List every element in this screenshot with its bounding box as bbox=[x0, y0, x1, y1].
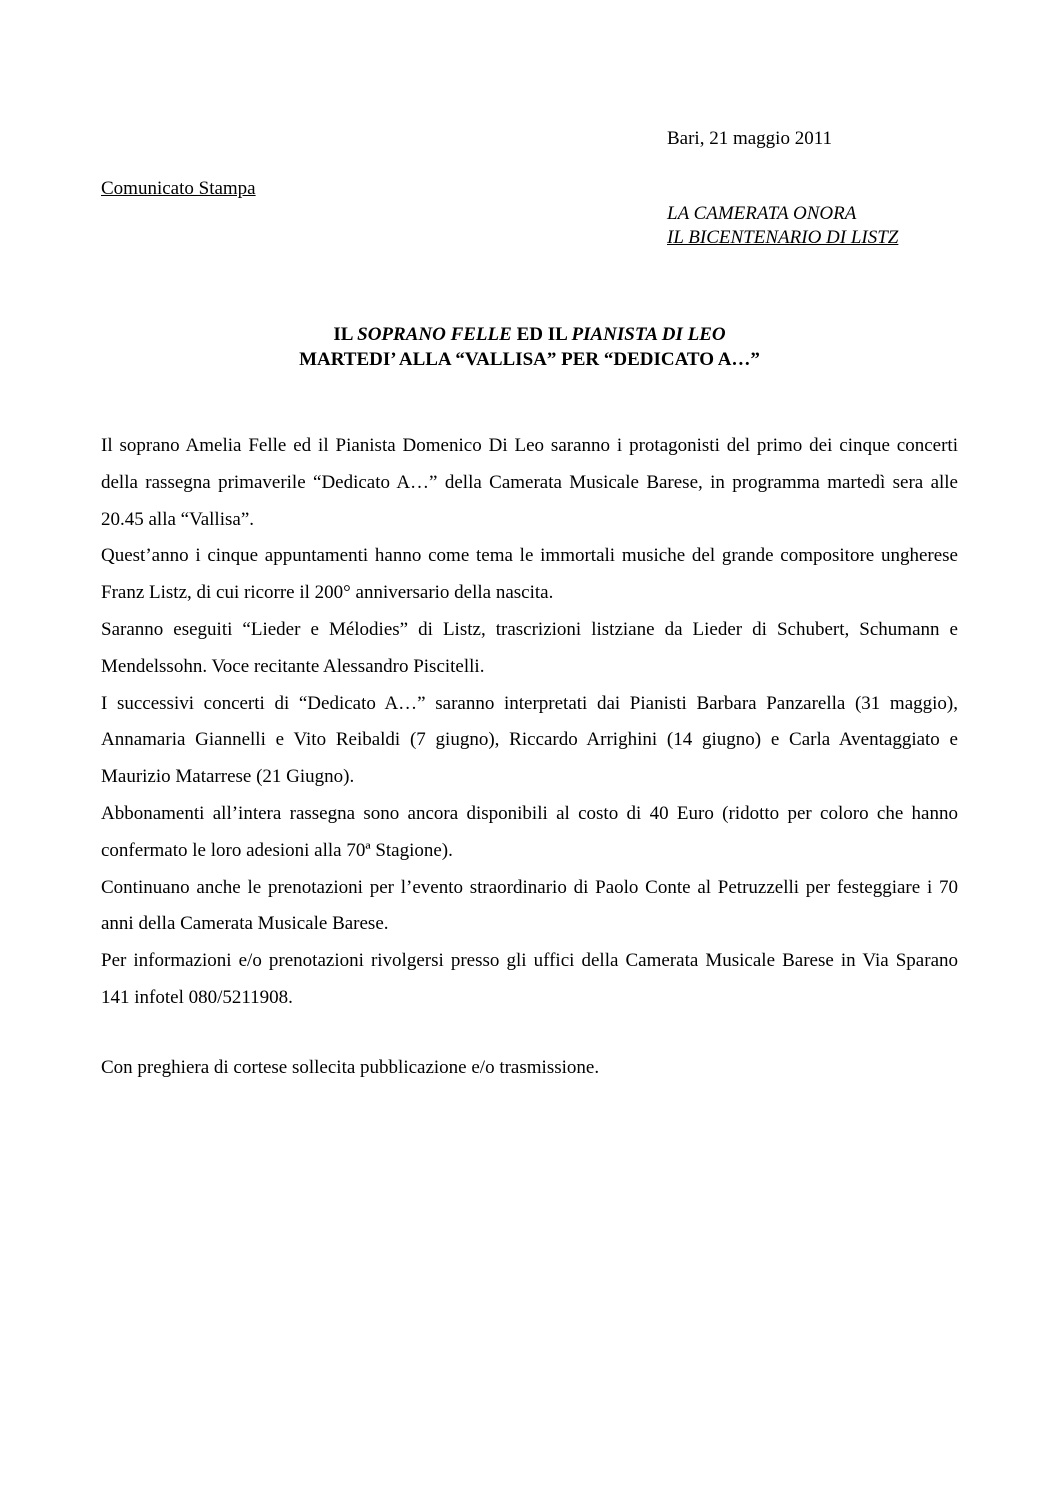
side-heading-line-2: IL BICENTENARIO DI LISTZ bbox=[667, 227, 899, 248]
headline-line-1 bbox=[101, 322, 958, 347]
body-paragraph: I successivi concerti di “Dedicato A…” saranno interpretati dai Pianisti Barbara Panzarella (31 maggio), Annamaria Giannelli e Vito Reibaldi (7 giugno), Riccardo Arrighini (14 giugno) e Carla Aventaggiato e Maurizio Matarrese (21 Giugno). bbox=[101, 692, 958, 788]
headline-part-il: IL bbox=[333, 324, 358, 345]
headline-part-soprano: SOPRANO FELLE bbox=[357, 324, 512, 345]
headline-part-ed-il: ED IL bbox=[511, 324, 572, 345]
body-paragraph: Continuano anche le prenotazioni per l’evento straordinario di Paolo Conte al Petruzzelli per festeggiare i 70 anni della Camerata Musicale Barese. bbox=[101, 876, 958, 935]
closing-request: Con preghiera di cortese sollecita pubblicazione e/o trasmissione. bbox=[101, 1057, 600, 1078]
body-text bbox=[101, 428, 958, 1017]
body-paragraph: Quest’anno i cinque appuntamenti hanno come tema le immortali musiche del grande compositore ungherese Franz Listz, di cui ricorre il 200° anniversario della nascita. bbox=[101, 545, 958, 604]
headline-part-pianista: PIANISTA DI LEO bbox=[571, 324, 726, 345]
body-paragraph: Per informazioni e/o prenotazioni rivolgersi presso gli uffici della Camerata Musicale Barese in Via Sparano 141 infotel 080/5211908. bbox=[101, 950, 958, 1008]
body-paragraph: Abbonamenti all’intera rassegna sono ancora disponibili al costo di 40 Euro (ridotto per coloro che hanno confermato le loro adesioni alla 70ª Stagione). bbox=[101, 802, 958, 861]
document-type-label: Comunicato Stampa bbox=[101, 178, 256, 199]
document-date: Bari, 21 maggio 2011 bbox=[667, 128, 832, 149]
headline bbox=[101, 322, 958, 372]
side-heading bbox=[667, 202, 898, 250]
headline-line-2: MARTEDI’ ALLA “VALLISA” PER “DEDICATO A…” bbox=[299, 349, 760, 370]
body-paragraph: Saranno eseguiti “Lieder e Mélodies” di Listz, trascrizioni listziane da Lieder di Schubert, Schumann e Mendelssohn. Voce recitante Alessandro Piscitelli. bbox=[101, 618, 958, 677]
side-heading-line-1: LA CAMERATA ONORA bbox=[667, 203, 857, 224]
body-paragraph: Il soprano Amelia Felle ed il Pianista Domenico Di Leo saranno i protagonisti del primo dei cinque concerti della rassegna primaverile “Dedicato A…” della Camerata Musicale Barese, in programma martedì sera alle 20.45 alla “Vallisa”. bbox=[101, 435, 958, 530]
